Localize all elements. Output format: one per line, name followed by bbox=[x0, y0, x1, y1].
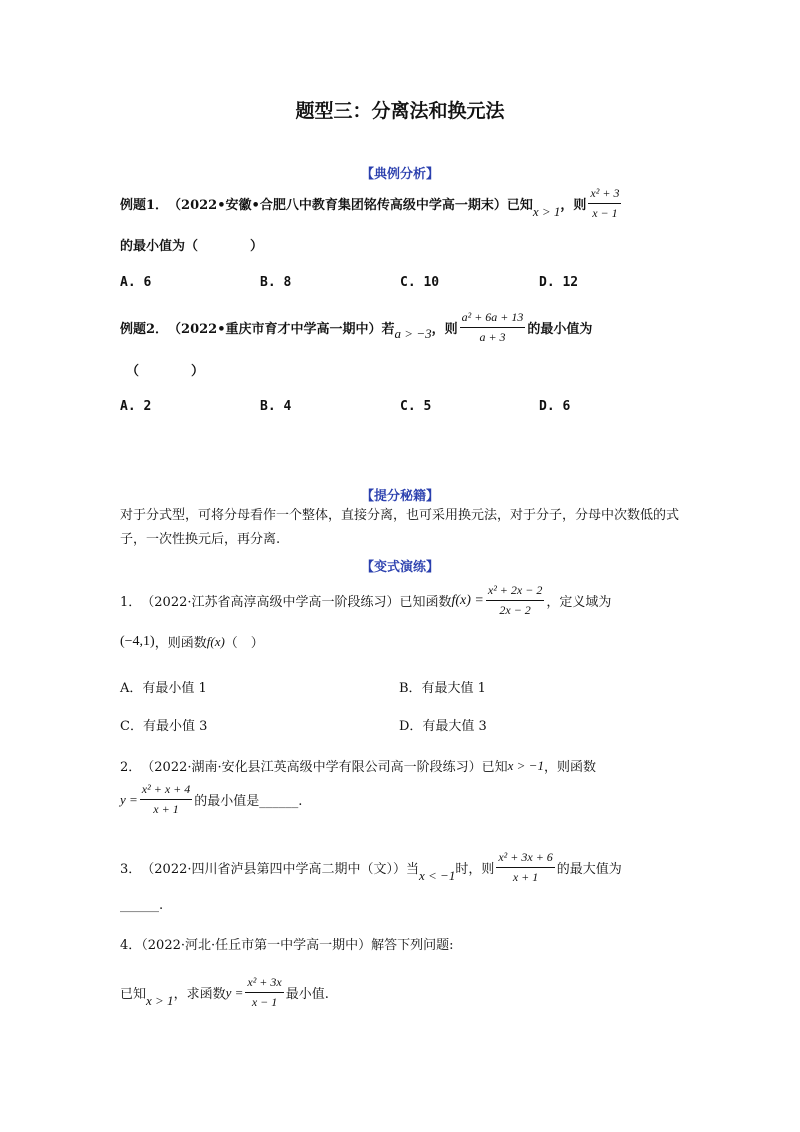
practice-1-option-c: C．有最小值 3 bbox=[120, 719, 208, 734]
practice-1-option-a: A．有最小值 1 bbox=[120, 681, 207, 696]
practice-3-mid: 时，则 bbox=[455, 862, 495, 877]
practice-4-question bbox=[120, 934, 454, 953]
example-1-option-a: A. 6 bbox=[120, 275, 152, 290]
fraction-denominator: x − 1 bbox=[251, 995, 278, 1009]
example-1-question bbox=[120, 186, 623, 221]
example-1-option-c: C. 10 bbox=[400, 275, 440, 290]
fraction-denominator: x + 1 bbox=[153, 802, 179, 816]
practice-1-option-b: B．有最大值 1 bbox=[399, 681, 486, 696]
practice-1-fraction bbox=[486, 583, 544, 618]
practice-1-suffix: ，定义域为 bbox=[546, 595, 612, 610]
example-1-fraction bbox=[588, 186, 621, 221]
practice-3-condition: x < −1 bbox=[419, 867, 456, 883]
example-2-fraction bbox=[460, 310, 526, 345]
practice-1-option-d: D．有最大值 3 bbox=[399, 719, 487, 734]
practice-4-line2 bbox=[120, 975, 329, 1010]
example-2-option-d: D. 6 bbox=[539, 399, 571, 414]
example-2-mid: ，则 bbox=[431, 322, 458, 337]
practice-4-number: 4． bbox=[120, 938, 142, 953]
practice-1-fx2: f(x) bbox=[206, 633, 225, 649]
example-1-option-d: D. 12 bbox=[539, 275, 579, 290]
practice-2-condition: x > −1 bbox=[507, 757, 544, 773]
example-1-line2: 的最小值为（ ） bbox=[120, 239, 264, 254]
practice-3-suffix: 的最大值为 bbox=[556, 862, 622, 877]
practice-3-fraction bbox=[496, 850, 554, 885]
example-2-source: （2022•重庆市育才中学高一期中）若 bbox=[168, 322, 395, 337]
fraction-numerator: x² + 2x − 2 bbox=[486, 583, 544, 601]
fraction-denominator: x − 1 bbox=[592, 206, 618, 220]
fraction-denominator: x + 1 bbox=[512, 870, 539, 884]
example-2-option-c: C. 5 bbox=[400, 399, 432, 414]
example-2-condition: a > −3 bbox=[394, 325, 432, 341]
example-2-line2: （ ） bbox=[126, 364, 205, 379]
tips-text: 对于分式型，可将分母看作一个整体，直接分离，也可采用换元法，对于分子，分母中次数低的式子，一次性换元后，再分离. bbox=[120, 508, 680, 547]
practice-4-condition: x > 1 bbox=[146, 992, 174, 1008]
practice-4-fraction bbox=[245, 975, 283, 1010]
examples-section-header: 【典例分析】 bbox=[360, 167, 439, 182]
practice-2-suffix: 的最小值是______. bbox=[194, 794, 303, 809]
practice-1-line2 bbox=[120, 632, 264, 651]
fraction-numerator: x² + 3x + 6 bbox=[496, 850, 554, 868]
practice-2-line2 bbox=[120, 782, 302, 817]
practice-4-mid: ，求函数 bbox=[173, 987, 226, 1002]
example-1-source: （2022•安徽•合肥八中教育集团铭传高级中学高一期末）已知 bbox=[168, 198, 533, 213]
practice-4-y-eq: y = bbox=[225, 984, 244, 1000]
practice-section-header: 【变式演练】 bbox=[360, 560, 439, 575]
example-1-mid: ，则 bbox=[560, 198, 587, 213]
practice-4-suffix: 最小值. bbox=[285, 987, 329, 1002]
fraction-numerator: x² + 3 bbox=[588, 186, 621, 204]
practice-2-y-eq: y = bbox=[120, 791, 138, 807]
practice-3-source: （2022·四川省泸县第四中学高二期中（文））当 bbox=[141, 862, 419, 877]
example-2-label: 例题2． bbox=[120, 322, 169, 337]
practice-4-line2-prefix: 已知 bbox=[120, 987, 147, 1002]
practice-3-line2: ______. bbox=[120, 898, 164, 913]
practice-2-fraction bbox=[140, 782, 192, 817]
practice-3-question bbox=[120, 850, 622, 885]
fraction-numerator: x² + x + 4 bbox=[140, 782, 192, 800]
example-1-option-b: B. 8 bbox=[260, 275, 292, 290]
practice-4-source: （2022·河北·任丘市第一中学高一期中）解答下列问题: bbox=[141, 938, 454, 953]
fraction-numerator: x² + 3x bbox=[245, 975, 283, 993]
practice-3-number: 3． bbox=[120, 862, 142, 877]
practice-2-question bbox=[120, 756, 596, 775]
practice-1-paren: （ ） bbox=[224, 636, 264, 651]
fraction-denominator: 2x − 2 bbox=[499, 603, 531, 617]
practice-2-number: 2． bbox=[120, 760, 142, 775]
example-2-suffix: 的最小值为 bbox=[527, 322, 593, 337]
example-2-question bbox=[120, 310, 592, 345]
practice-1-domain: (−4,1) bbox=[120, 633, 155, 649]
example-1-condition: x > 1 bbox=[532, 203, 561, 219]
practice-1-question bbox=[120, 583, 611, 618]
practice-1-line2-text: ，则函数 bbox=[154, 636, 207, 651]
practice-2-mid: ，则函数 bbox=[543, 760, 596, 775]
fraction-denominator: a + 3 bbox=[479, 330, 506, 344]
practice-1-number: 1． bbox=[120, 595, 142, 610]
fraction-numerator: a² + 6a + 13 bbox=[460, 310, 526, 328]
practice-1-fx: f(x) = bbox=[451, 592, 484, 608]
practice-1-source: （2022·江苏省高淳高级中学高一阶段练习）已知函数 bbox=[141, 595, 452, 610]
example-2-option-a: A. 2 bbox=[120, 399, 152, 414]
page-title: 题型三：分离法和换元法 bbox=[295, 100, 505, 122]
tips-section-header: 【提分秘籍】 bbox=[360, 489, 439, 504]
example-1-label: 例题1． bbox=[120, 198, 169, 213]
practice-2-source: （2022·湖南·安化县江英高级中学有限公司高一阶段练习）已知 bbox=[141, 760, 508, 775]
example-2-option-b: B. 4 bbox=[260, 399, 292, 414]
